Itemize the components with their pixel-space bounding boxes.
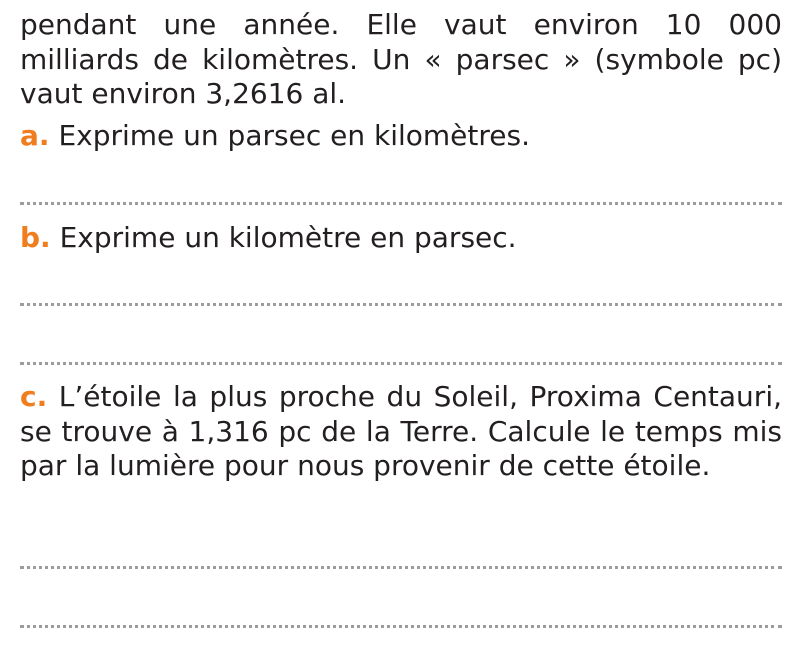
question-c-text: L’étoile la plus proche du Soleil, Proxima Centauri, se trouve à 1,316 pc de la Terre. Calcule le temps mis par la lumière pour nous provenir de cette étoile. — [20, 380, 782, 482]
answer-line-c-2[interactable] — [20, 625, 782, 628]
question-a-text: Exprime un parsec en kilomètres. — [58, 119, 530, 152]
question-c-letter: c. — [20, 380, 48, 413]
intro-paragraph: pendant une année. Elle vaut environ 10 000 milliards de kilomètres. Un « parsec » (symbole pc) vaut environ 3,2616 al. — [20, 8, 782, 110]
question-a-letter: a. — [20, 119, 50, 152]
answer-line-b-1[interactable] — [20, 303, 782, 306]
question-b-text: Exprime un kilomètre en parsec. — [59, 221, 517, 254]
question-a — [20, 119, 782, 154]
answer-line-a[interactable] — [20, 202, 782, 205]
question-c — [20, 380, 782, 484]
question-b-letter: b. — [20, 221, 51, 254]
question-b — [20, 221, 782, 256]
answer-line-c-1[interactable] — [20, 566, 782, 569]
answer-line-b-2[interactable] — [20, 362, 782, 365]
